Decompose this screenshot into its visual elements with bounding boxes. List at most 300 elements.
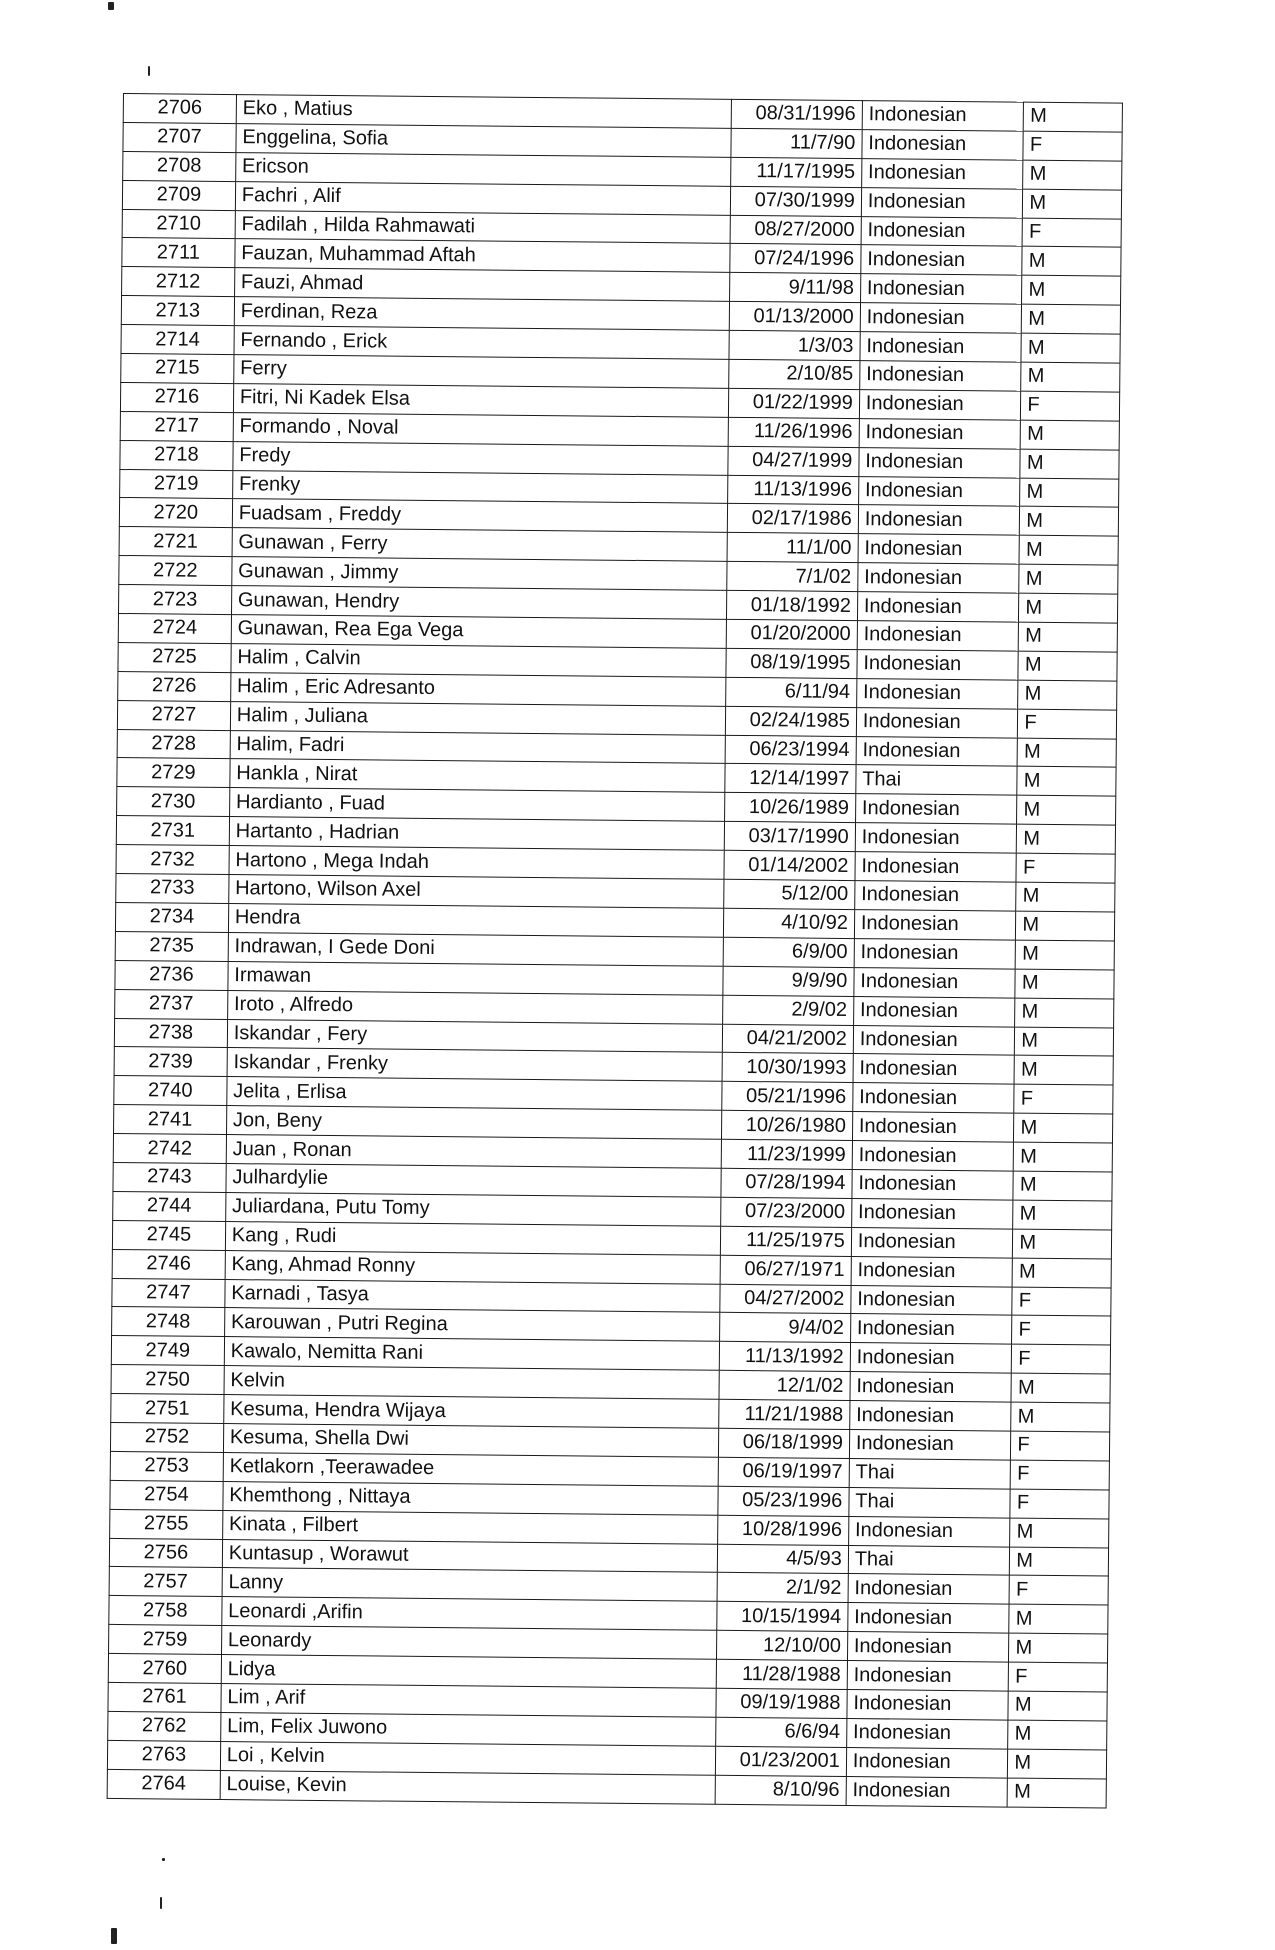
row-dob-cell: 11/1/00 [727, 533, 858, 563]
row-nationality-cell: Indonesian [861, 216, 1023, 246]
row-id-cell: 2752 [110, 1422, 223, 1452]
row-id-cell: 2723 [119, 585, 232, 615]
row-dob-cell: 04/27/2002 [720, 1284, 851, 1314]
row-sex-cell: M [1017, 767, 1116, 797]
row-dob-cell: 11/26/1996 [728, 417, 859, 447]
row-dob-cell: 07/30/1999 [730, 186, 861, 216]
row-name-cell: Kawalo, Nemitta Rani [224, 1337, 719, 1371]
row-name-cell: Khemthong , Nittaya [223, 1481, 718, 1515]
row-name-cell: Halim, Fadri [230, 730, 725, 764]
row-name-cell: Juliardana, Putu Tomy [225, 1192, 720, 1226]
row-nationality-cell: Indonesian [854, 909, 1016, 939]
row-id-cell: 2754 [110, 1480, 223, 1510]
row-sex-cell: F [1018, 709, 1117, 739]
row-nationality-cell: Indonesian [858, 534, 1020, 564]
row-id-cell: 2738 [114, 1018, 227, 1048]
row-id-cell: 2731 [116, 816, 229, 846]
row-nationality-cell: Indonesian [859, 389, 1021, 419]
row-nationality-cell: Indonesian [861, 187, 1023, 217]
row-sex-cell: M [1009, 1633, 1108, 1663]
row-id-cell: 2714 [121, 325, 234, 355]
row-name-cell: Frenky [232, 470, 727, 504]
row-name-cell: Ferry [234, 355, 729, 389]
row-nationality-cell: Indonesian [848, 1603, 1010, 1633]
row-name-cell: Irmawan [228, 961, 723, 995]
row-sex-cell: M [1013, 1171, 1112, 1201]
row-nationality-cell: Indonesian [851, 1256, 1013, 1286]
row-sex-cell: F [1011, 1431, 1110, 1461]
row-sex-cell: M [1020, 478, 1119, 508]
row-name-cell: Fadilah , Hilda Rahmawati [235, 210, 730, 244]
row-dob-cell: 05/21/1996 [721, 1082, 852, 1112]
row-nationality-cell: Indonesian [861, 158, 1023, 188]
row-id-cell: 2725 [118, 642, 231, 672]
row-sex-cell: F [1021, 391, 1120, 421]
row-name-cell: Fitri, Ni Kadek Elsa [233, 383, 728, 417]
row-sex-cell: M [1008, 1720, 1107, 1750]
row-sex-cell: M [1021, 333, 1120, 363]
row-id-cell: 2757 [109, 1567, 222, 1597]
row-nationality-cell: Indonesian [846, 1718, 1008, 1748]
row-dob-cell: 11/13/1992 [719, 1342, 850, 1372]
row-nationality-cell: Thai [856, 765, 1018, 795]
row-id-cell: 2715 [121, 354, 234, 384]
row-name-cell: Ketlakorn ,Teerawadee [223, 1452, 718, 1486]
row-sex-cell: M [1021, 362, 1120, 392]
row-id-cell: 2755 [110, 1509, 223, 1539]
row-nationality-cell: Indonesian [858, 505, 1020, 535]
row-nationality-cell: Indonesian [851, 1227, 1013, 1257]
row-name-cell: Lanny [222, 1568, 717, 1602]
row-sex-cell: M [1013, 1229, 1112, 1259]
row-sex-cell: M [1015, 969, 1114, 999]
row-dob-cell: 8/10/96 [715, 1775, 846, 1805]
row-dob-cell: 11/28/1988 [716, 1659, 847, 1689]
row-dob-cell: 08/27/2000 [730, 215, 861, 245]
row-dob-cell: 5/12/00 [723, 879, 854, 909]
row-id-cell: 2710 [122, 209, 235, 239]
row-id-cell: 2732 [116, 845, 229, 875]
row-name-cell: Iskandar , Frenky [227, 1048, 722, 1082]
row-nationality-cell: Indonesian [850, 1343, 1012, 1373]
row-sex-cell: F [1016, 853, 1115, 883]
row-dob-cell: 6/11/94 [725, 677, 856, 707]
row-nationality-cell: Indonesian [860, 274, 1022, 304]
row-id-cell: 2737 [115, 989, 228, 1019]
row-sex-cell: M [1017, 824, 1116, 854]
row-id-cell: 2730 [117, 787, 230, 817]
row-sex-cell: M [1009, 1604, 1108, 1634]
row-id-cell: 2763 [107, 1740, 220, 1770]
row-name-cell: Leonardy [221, 1626, 716, 1660]
row-dob-cell: 11/17/1995 [730, 157, 861, 187]
row-id-cell: 2726 [118, 671, 231, 701]
row-id-cell: 2706 [123, 94, 236, 124]
row-nationality-cell: Indonesian [852, 1170, 1014, 1200]
row-name-cell: Jon, Beny [226, 1106, 721, 1140]
row-dob-cell: 02/24/1985 [725, 706, 856, 736]
row-dob-cell: 04/27/1999 [728, 446, 859, 476]
row-dob-cell: 7/1/02 [726, 562, 857, 592]
row-name-cell: Hendra [228, 903, 723, 937]
row-dob-cell: 10/15/1994 [716, 1602, 847, 1632]
row-sex-cell: M [1018, 680, 1117, 710]
row-nationality-cell: Thai [849, 1487, 1011, 1517]
row-name-cell: Enggelina, Sofia [236, 123, 731, 157]
row-name-cell: Fuadsam , Freddy [232, 499, 727, 533]
row-id-cell: 2744 [113, 1191, 226, 1221]
row-id-cell: 2720 [119, 498, 232, 528]
row-dob-cell: 01/20/2000 [726, 619, 857, 649]
row-name-cell: Gunawan, Hendry [231, 586, 726, 620]
row-id-cell: 2729 [117, 758, 230, 788]
row-name-cell: Gunawan , Jimmy [232, 557, 727, 591]
row-sex-cell: F [1022, 218, 1121, 248]
row-id-cell: 2748 [112, 1307, 225, 1337]
row-id-cell: 2761 [108, 1682, 221, 1712]
row-id-cell: 2713 [121, 296, 234, 326]
row-id-cell: 2709 [122, 180, 235, 210]
row-name-cell: Ferdinan, Reza [234, 297, 729, 331]
row-id-cell: 2712 [122, 267, 235, 297]
row-nationality-cell: Indonesian [855, 881, 1017, 911]
row-sex-cell: M [1019, 593, 1118, 623]
row-nationality-cell: Indonesian [860, 361, 1022, 391]
row-name-cell: Jelita , Erlisa [227, 1077, 722, 1111]
row-sex-cell: F [1009, 1662, 1108, 1692]
row-id-cell: 2722 [119, 556, 232, 586]
row-name-cell: Hartono , Mega Indah [229, 846, 724, 880]
row-sex-cell: M [1021, 420, 1120, 450]
row-sex-cell: M [1010, 1547, 1109, 1577]
row-sex-cell: M [1011, 1402, 1110, 1432]
row-sex-cell: M [1023, 160, 1122, 190]
row-sex-cell: M [1010, 1518, 1109, 1548]
row-nationality-cell: Indonesian [857, 621, 1019, 651]
row-sex-cell: M [1019, 564, 1118, 594]
row-sex-cell: M [1014, 1113, 1113, 1143]
row-sex-cell: F [1012, 1287, 1111, 1317]
scan-speck [148, 66, 150, 76]
row-id-cell: 2746 [112, 1249, 225, 1279]
row-nationality-cell: Indonesian [850, 1314, 1012, 1344]
row-name-cell: Halim , Calvin [231, 643, 726, 677]
row-nationality-cell: Indonesian [852, 1112, 1014, 1142]
row-id-cell: 2758 [109, 1596, 222, 1626]
row-name-cell: Louise, Kevin [220, 1770, 715, 1804]
row-nationality-cell: Indonesian [846, 1776, 1008, 1806]
row-sex-cell: M [1022, 275, 1121, 305]
row-id-cell: 2727 [117, 700, 230, 730]
row-id-cell: 2718 [120, 440, 233, 470]
row-dob-cell: 02/17/1986 [727, 504, 858, 534]
row-id-cell: 2760 [108, 1654, 221, 1684]
row-nationality-cell: Indonesian [848, 1516, 1010, 1546]
row-id-cell: 2741 [114, 1105, 227, 1135]
row-nationality-cell: Indonesian [857, 592, 1019, 622]
row-name-cell: Gunawan , Ferry [232, 528, 727, 562]
row-sex-cell: M [1012, 1258, 1111, 1288]
row-sex-cell: M [1008, 1691, 1107, 1721]
row-sex-cell: M [1015, 998, 1114, 1028]
row-sex-cell: M [1015, 1027, 1114, 1057]
row-dob-cell: 6/9/00 [723, 937, 854, 967]
row-sex-cell: F [1009, 1576, 1108, 1606]
row-id-cell: 2733 [116, 874, 229, 904]
row-nationality-cell: Indonesian [854, 938, 1016, 968]
row-sex-cell: M [1013, 1200, 1112, 1230]
row-nationality-cell: Indonesian [860, 332, 1022, 362]
row-dob-cell: 2/1/92 [717, 1573, 848, 1603]
row-dob-cell: 10/26/1989 [724, 793, 855, 823]
row-dob-cell: 05/23/1996 [718, 1486, 849, 1516]
row-dob-cell: 11/25/1975 [720, 1226, 851, 1256]
row-name-cell: Fauzi, Ahmad [234, 268, 729, 302]
row-name-cell: Fauzan, Muhammad Aftah [235, 239, 730, 273]
row-dob-cell: 06/18/1999 [718, 1428, 849, 1458]
row-name-cell: Lim , Arif [221, 1683, 716, 1717]
row-dob-cell: 01/23/2001 [715, 1746, 846, 1776]
row-nationality-cell: Indonesian [860, 303, 1022, 333]
row-name-cell: Halim , Eric Adresanto [230, 672, 725, 706]
row-name-cell: Kuntasup , Worawut [222, 1539, 717, 1573]
row-name-cell: Kinata , Filbert [222, 1510, 717, 1544]
row-nationality-cell: Indonesian [851, 1198, 1013, 1228]
row-nationality-cell: Indonesian [847, 1690, 1009, 1720]
row-nationality-cell: Indonesian [862, 129, 1024, 159]
row-sex-cell: M [1017, 795, 1116, 825]
row-dob-cell: 07/28/1994 [721, 1168, 852, 1198]
row-dob-cell: 06/19/1997 [718, 1457, 849, 1487]
row-nationality-cell: Indonesian [858, 563, 1020, 593]
row-sex-cell: M [1022, 304, 1121, 334]
row-name-cell: Gunawan, Rea Ega Vega [231, 615, 726, 649]
row-id-cell: 2707 [123, 122, 236, 152]
row-name-cell: Eko , Matius [236, 95, 731, 129]
row-sex-cell: F [1011, 1460, 1110, 1490]
row-nationality-cell: Indonesian [856, 736, 1018, 766]
row-dob-cell: 01/13/2000 [729, 302, 860, 332]
row-id-cell: 2764 [107, 1769, 220, 1799]
row-nationality-cell: Indonesian [859, 447, 1021, 477]
row-nationality-cell: Indonesian [857, 649, 1019, 679]
row-dob-cell: 4/5/93 [717, 1544, 848, 1574]
row-nationality-cell: Indonesian [853, 1083, 1015, 1113]
row-sex-cell: M [1014, 1142, 1113, 1172]
row-dob-cell: 10/28/1996 [717, 1515, 848, 1545]
row-id-cell: 2728 [117, 729, 230, 759]
row-nationality-cell: Indonesian [859, 418, 1021, 448]
row-dob-cell: 9/9/90 [723, 966, 854, 996]
row-name-cell: Fachri , Alif [235, 181, 730, 215]
row-dob-cell: 9/11/98 [729, 273, 860, 303]
row-id-cell: 2717 [120, 411, 233, 441]
row-name-cell: Hartono, Wilson Axel [229, 875, 724, 909]
row-sex-cell: M [1020, 449, 1119, 479]
row-id-cell: 2759 [109, 1625, 222, 1655]
row-sex-cell: M [1024, 102, 1123, 132]
row-name-cell: Juan , Ronan [226, 1135, 721, 1169]
row-dob-cell: 6/6/94 [715, 1717, 846, 1747]
row-name-cell: Iroto , Alfredo [227, 990, 722, 1024]
row-name-cell: Kang, Ahmad Ronny [225, 1250, 720, 1284]
row-dob-cell: 01/14/2002 [724, 850, 855, 880]
row-sex-cell: F [1014, 1084, 1113, 1114]
row-dob-cell: 10/26/1980 [721, 1110, 852, 1140]
row-id-cell: 2739 [114, 1047, 227, 1077]
row-dob-cell: 06/27/1971 [720, 1255, 851, 1285]
row-id-cell: 2745 [112, 1220, 225, 1250]
row-sex-cell: F [1010, 1489, 1109, 1519]
row-nationality-cell: Indonesian [849, 1430, 1011, 1460]
row-dob-cell: 1/3/03 [729, 330, 860, 360]
row-sex-cell: M [1019, 622, 1118, 652]
row-dob-cell: 08/31/1996 [731, 99, 862, 129]
row-sex-cell: F [1012, 1344, 1111, 1374]
row-sex-cell: F [1012, 1315, 1111, 1345]
row-dob-cell: 12/14/1997 [725, 764, 856, 794]
scan-speck [108, 2, 114, 10]
row-nationality-cell: Indonesian [856, 707, 1018, 737]
row-nationality-cell: Indonesian [852, 1141, 1014, 1171]
row-id-cell: 2749 [111, 1336, 224, 1366]
row-dob-cell: 07/24/1996 [730, 244, 861, 274]
row-id-cell: 2762 [108, 1711, 221, 1741]
row-sex-cell: M [1016, 911, 1115, 941]
row-dob-cell: 01/22/1999 [728, 388, 859, 418]
row-nationality-cell: Thai [849, 1458, 1011, 1488]
row-dob-cell: 07/23/2000 [720, 1197, 851, 1227]
row-name-cell: Indrawan, I Gede Doni [228, 932, 723, 966]
row-id-cell: 2736 [115, 960, 228, 990]
row-nationality-cell: Indonesian [847, 1661, 1009, 1691]
row-nationality-cell: Indonesian [854, 967, 1016, 997]
row-nationality-cell: Indonesian [846, 1747, 1008, 1777]
row-nationality-cell: Indonesian [850, 1401, 1012, 1431]
row-name-cell: Ericson [235, 152, 730, 186]
row-sex-cell: M [1019, 535, 1118, 565]
row-id-cell: 2711 [122, 238, 235, 268]
row-id-cell: 2743 [113, 1162, 226, 1192]
row-dob-cell: 2/10/85 [728, 359, 859, 389]
row-id-cell: 2750 [111, 1365, 224, 1395]
row-sex-cell: M [1020, 507, 1119, 537]
row-name-cell: Hardianto , Fuad [229, 788, 724, 822]
row-sex-cell: M [1016, 940, 1115, 970]
scan-speck [162, 1858, 165, 1861]
row-dob-cell: 9/4/02 [719, 1313, 850, 1343]
row-dob-cell: 06/23/1994 [725, 735, 856, 765]
row-sex-cell: M [1016, 882, 1115, 912]
row-dob-cell: 11/23/1999 [721, 1139, 852, 1169]
row-name-cell: Leonardi ,Arifin [222, 1597, 717, 1631]
row-name-cell: Karouwan , Putri Regina [224, 1308, 719, 1342]
row-name-cell: Karnadi , Tasya [225, 1279, 720, 1313]
row-sex-cell: M [1022, 247, 1121, 277]
row-name-cell: Iskandar , Fery [227, 1019, 722, 1053]
row-id-cell: 2756 [109, 1538, 222, 1568]
row-sex-cell: M [1007, 1778, 1106, 1808]
row-dob-cell: 03/17/1990 [724, 822, 855, 852]
row-dob-cell: 12/1/02 [719, 1370, 850, 1400]
row-name-cell: Lim, Felix Juwono [220, 1712, 715, 1746]
row-dob-cell: 12/10/00 [716, 1630, 847, 1660]
scan-speck [111, 1928, 117, 1944]
row-sex-cell: M [1018, 651, 1117, 681]
row-name-cell: Lidya [221, 1655, 716, 1689]
row-id-cell: 2724 [118, 614, 231, 644]
row-nationality-cell: Indonesian [858, 476, 1020, 506]
row-id-cell: 2751 [111, 1394, 224, 1424]
row-id-cell: 2740 [114, 1076, 227, 1106]
row-nationality-cell: Indonesian [848, 1574, 1010, 1604]
row-nationality-cell: Indonesian [855, 823, 1017, 853]
row-name-cell: Kesuma, Shella Dwi [223, 1423, 718, 1457]
row-name-cell: Fredy [233, 441, 728, 475]
row-nationality-cell: Thai [848, 1545, 1010, 1575]
row-id-cell: 2742 [113, 1134, 226, 1164]
row-nationality-cell: Indonesian [856, 678, 1018, 708]
row-name-cell: Hartanto , Hadrian [229, 817, 724, 851]
row-nationality-cell: Indonesian [853, 996, 1015, 1026]
row-dob-cell: 09/19/1988 [716, 1688, 847, 1718]
row-nationality-cell: Indonesian [862, 101, 1024, 131]
row-id-cell: 2721 [119, 527, 232, 557]
row-dob-cell: 08/19/1995 [726, 648, 857, 678]
row-nationality-cell: Indonesian [851, 1285, 1013, 1315]
row-id-cell: 2708 [123, 151, 236, 181]
row-dob-cell: 01/18/1992 [726, 590, 857, 620]
row-name-cell: Halim , Juliana [230, 701, 725, 735]
row-name-cell: Fernando , Erick [234, 326, 729, 360]
row-name-cell: Kang , Rudi [225, 1221, 720, 1255]
row-nationality-cell: Indonesian [861, 245, 1023, 275]
row-dob-cell: 11/7/90 [731, 128, 862, 158]
row-dob-cell: 04/21/2002 [722, 1024, 853, 1054]
row-sex-cell: F [1023, 131, 1122, 161]
row-name-cell: Hankla , Nirat [230, 759, 725, 793]
row-id-cell: 2716 [120, 382, 233, 412]
row-sex-cell: M [1014, 1055, 1113, 1085]
row-id-cell: 2719 [120, 469, 233, 499]
row-name-cell: Julhardylie [226, 1163, 721, 1197]
row-dob-cell: 2/9/02 [722, 995, 853, 1025]
row-id-cell: 2734 [115, 902, 228, 932]
row-nationality-cell: Indonesian [853, 1025, 1015, 1055]
row-sex-cell: M [1023, 189, 1122, 219]
row-id-cell: 2747 [112, 1278, 225, 1308]
row-name-cell: Kelvin [224, 1366, 719, 1400]
row-nationality-cell: Indonesian [850, 1372, 1012, 1402]
row-nationality-cell: Indonesian [855, 794, 1017, 824]
row-id-cell: 2735 [115, 931, 228, 961]
row-dob-cell: 11/13/1996 [727, 475, 858, 505]
student-roster-table [107, 93, 1123, 1808]
row-name-cell: Loi , Kelvin [220, 1741, 715, 1775]
scan-speck [160, 1897, 162, 1909]
row-dob-cell: 11/21/1988 [718, 1399, 849, 1429]
row-name-cell: Kesuma, Hendra Wijaya [224, 1395, 719, 1429]
row-sex-cell: M [1011, 1373, 1110, 1403]
row-dob-cell: 4/10/92 [723, 908, 854, 938]
roster-body [107, 94, 1122, 1808]
row-sex-cell: M [1017, 738, 1116, 768]
row-nationality-cell: Indonesian [855, 852, 1017, 882]
row-name-cell: Formando , Noval [233, 412, 728, 446]
row-nationality-cell: Indonesian [847, 1632, 1009, 1662]
row-dob-cell: 10/30/1993 [722, 1053, 853, 1083]
row-nationality-cell: Indonesian [853, 1054, 1015, 1084]
